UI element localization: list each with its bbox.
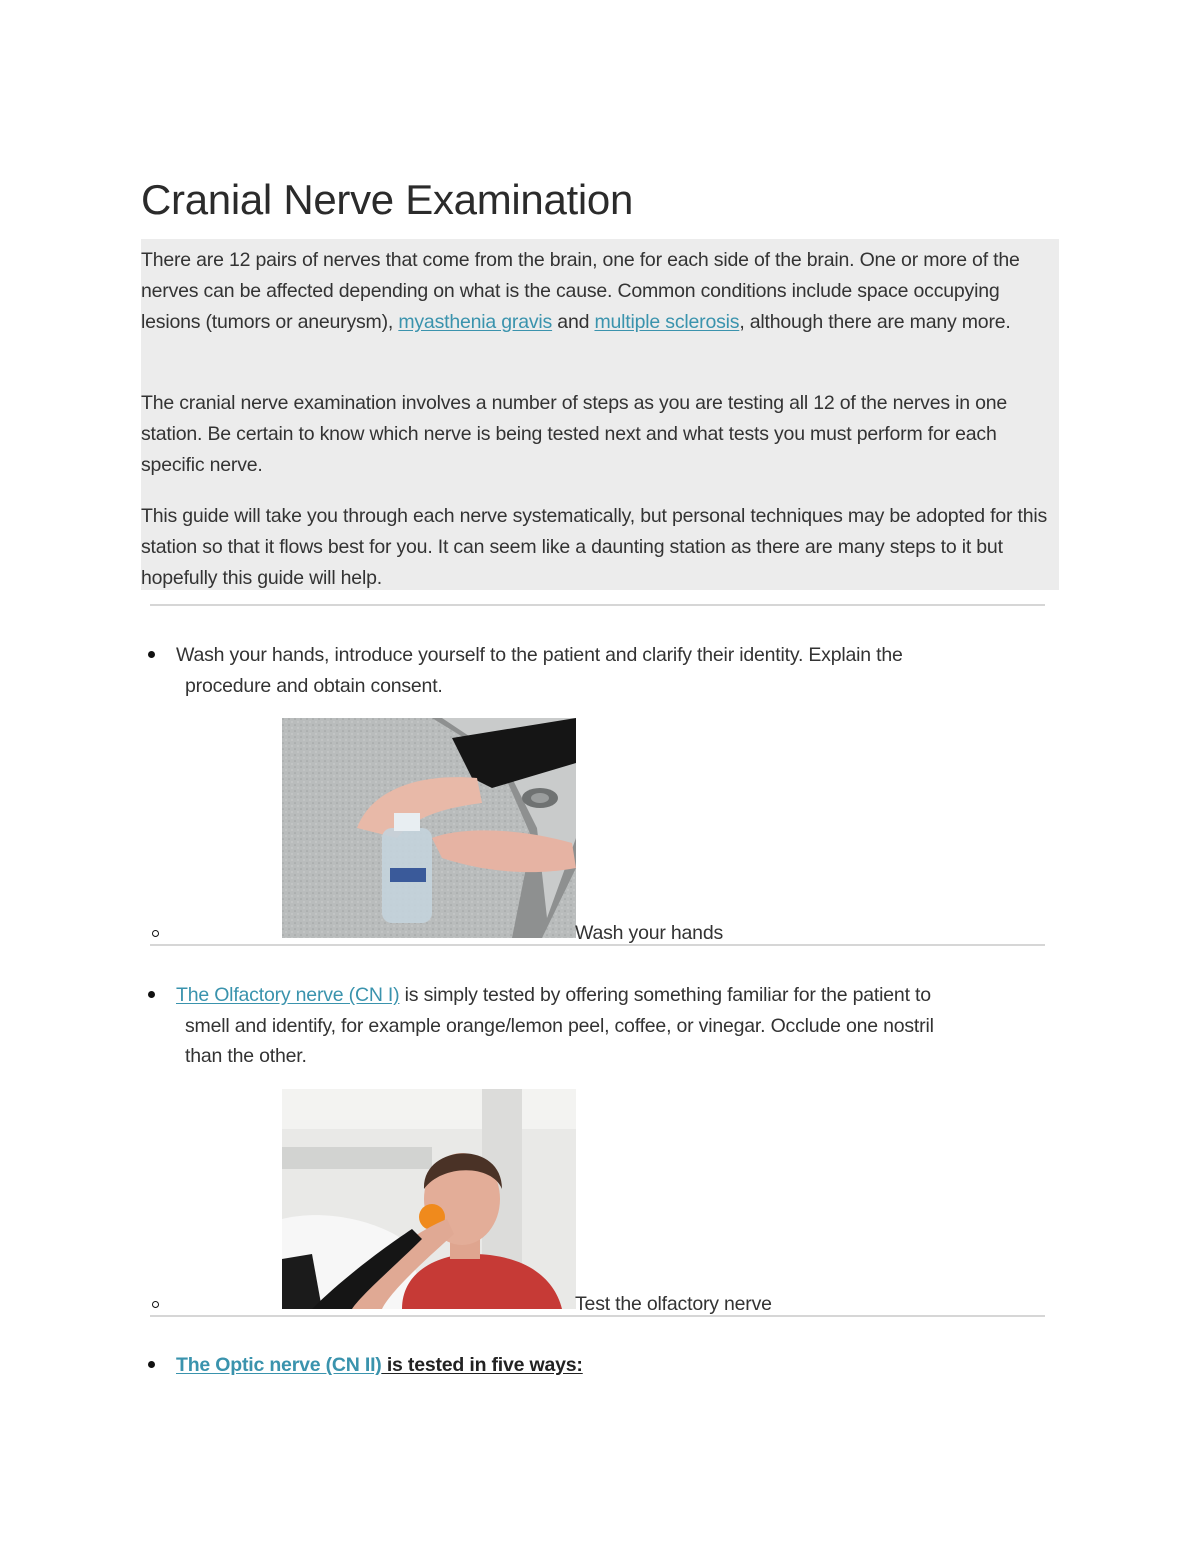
optic-nerve-link[interactable]: The Optic nerve (CN II) xyxy=(176,1354,382,1376)
hand-washing-illustration xyxy=(282,718,576,938)
circle-bullet-icon xyxy=(152,930,159,937)
multiple-sclerosis-link[interactable]: multiple sclerosis xyxy=(594,310,740,333)
divider xyxy=(150,604,1045,606)
step2-caption: Test the olfactory nerve xyxy=(575,1293,772,1315)
intro-text: , although there are many more. xyxy=(739,310,1011,333)
olfactory-test-photo xyxy=(282,1089,576,1309)
bullet-icon xyxy=(148,651,155,658)
page-title: Cranial Nerve Examination xyxy=(141,176,634,223)
myasthenia-gravis-link[interactable]: myasthenia gravis xyxy=(398,310,553,333)
step1-caption: Wash your hands xyxy=(575,922,724,944)
step2-line2: smell and identify, for example orange/lemon peel, coffee, or vinegar. Occlude one nostril xyxy=(185,1015,934,1037)
olfactory-nerve-link[interactable]: The Olfactory nerve (CN I) xyxy=(176,984,400,1006)
hand-washing-photo xyxy=(282,718,576,938)
step3-text: is tested in five ways: xyxy=(381,1354,583,1376)
intro-paragraph-2: The cranial nerve examination involves a number of steps as you are testing all 12 of the nerves in one station. Be certain to know which nerve is being tested next and what tests you must perform for each specific nerve. xyxy=(141,392,1008,476)
step2-line1 xyxy=(176,980,931,1010)
step1-line1: Wash your hands, introduce yourself to the patient and clarify their identity. Explain the xyxy=(176,644,903,666)
intro-paragraph-1 xyxy=(141,245,1061,337)
step2-text: is simply tested by offering something familiar for the patient to xyxy=(399,984,931,1006)
step3-line1 xyxy=(176,1350,583,1380)
intro-paragraph-3: This guide will take you through each nerve systematically, but personal techniques may be adopted for this station so that it flows best for you. It can seem like a daunting station as there are many steps to it but hopefully this guide will help. xyxy=(141,505,1048,589)
divider xyxy=(150,944,1045,946)
olfactory-test-illustration xyxy=(282,1089,576,1309)
intro-text: and xyxy=(552,310,595,333)
bullet-icon xyxy=(148,991,155,998)
divider xyxy=(150,1315,1045,1317)
circle-bullet-icon xyxy=(152,1301,159,1308)
bullet-icon xyxy=(148,1361,155,1368)
step1-line2: procedure and obtain consent. xyxy=(185,675,443,697)
step2-line3: than the other. xyxy=(185,1045,307,1067)
intro-text: There are 12 pairs of nerves that come from the brain, one for each side of the brain. One or more of the nerves can be affected depending on what is the cause. Common conditions include space occupying lesions (tumors or aneurysm), xyxy=(141,249,1020,333)
